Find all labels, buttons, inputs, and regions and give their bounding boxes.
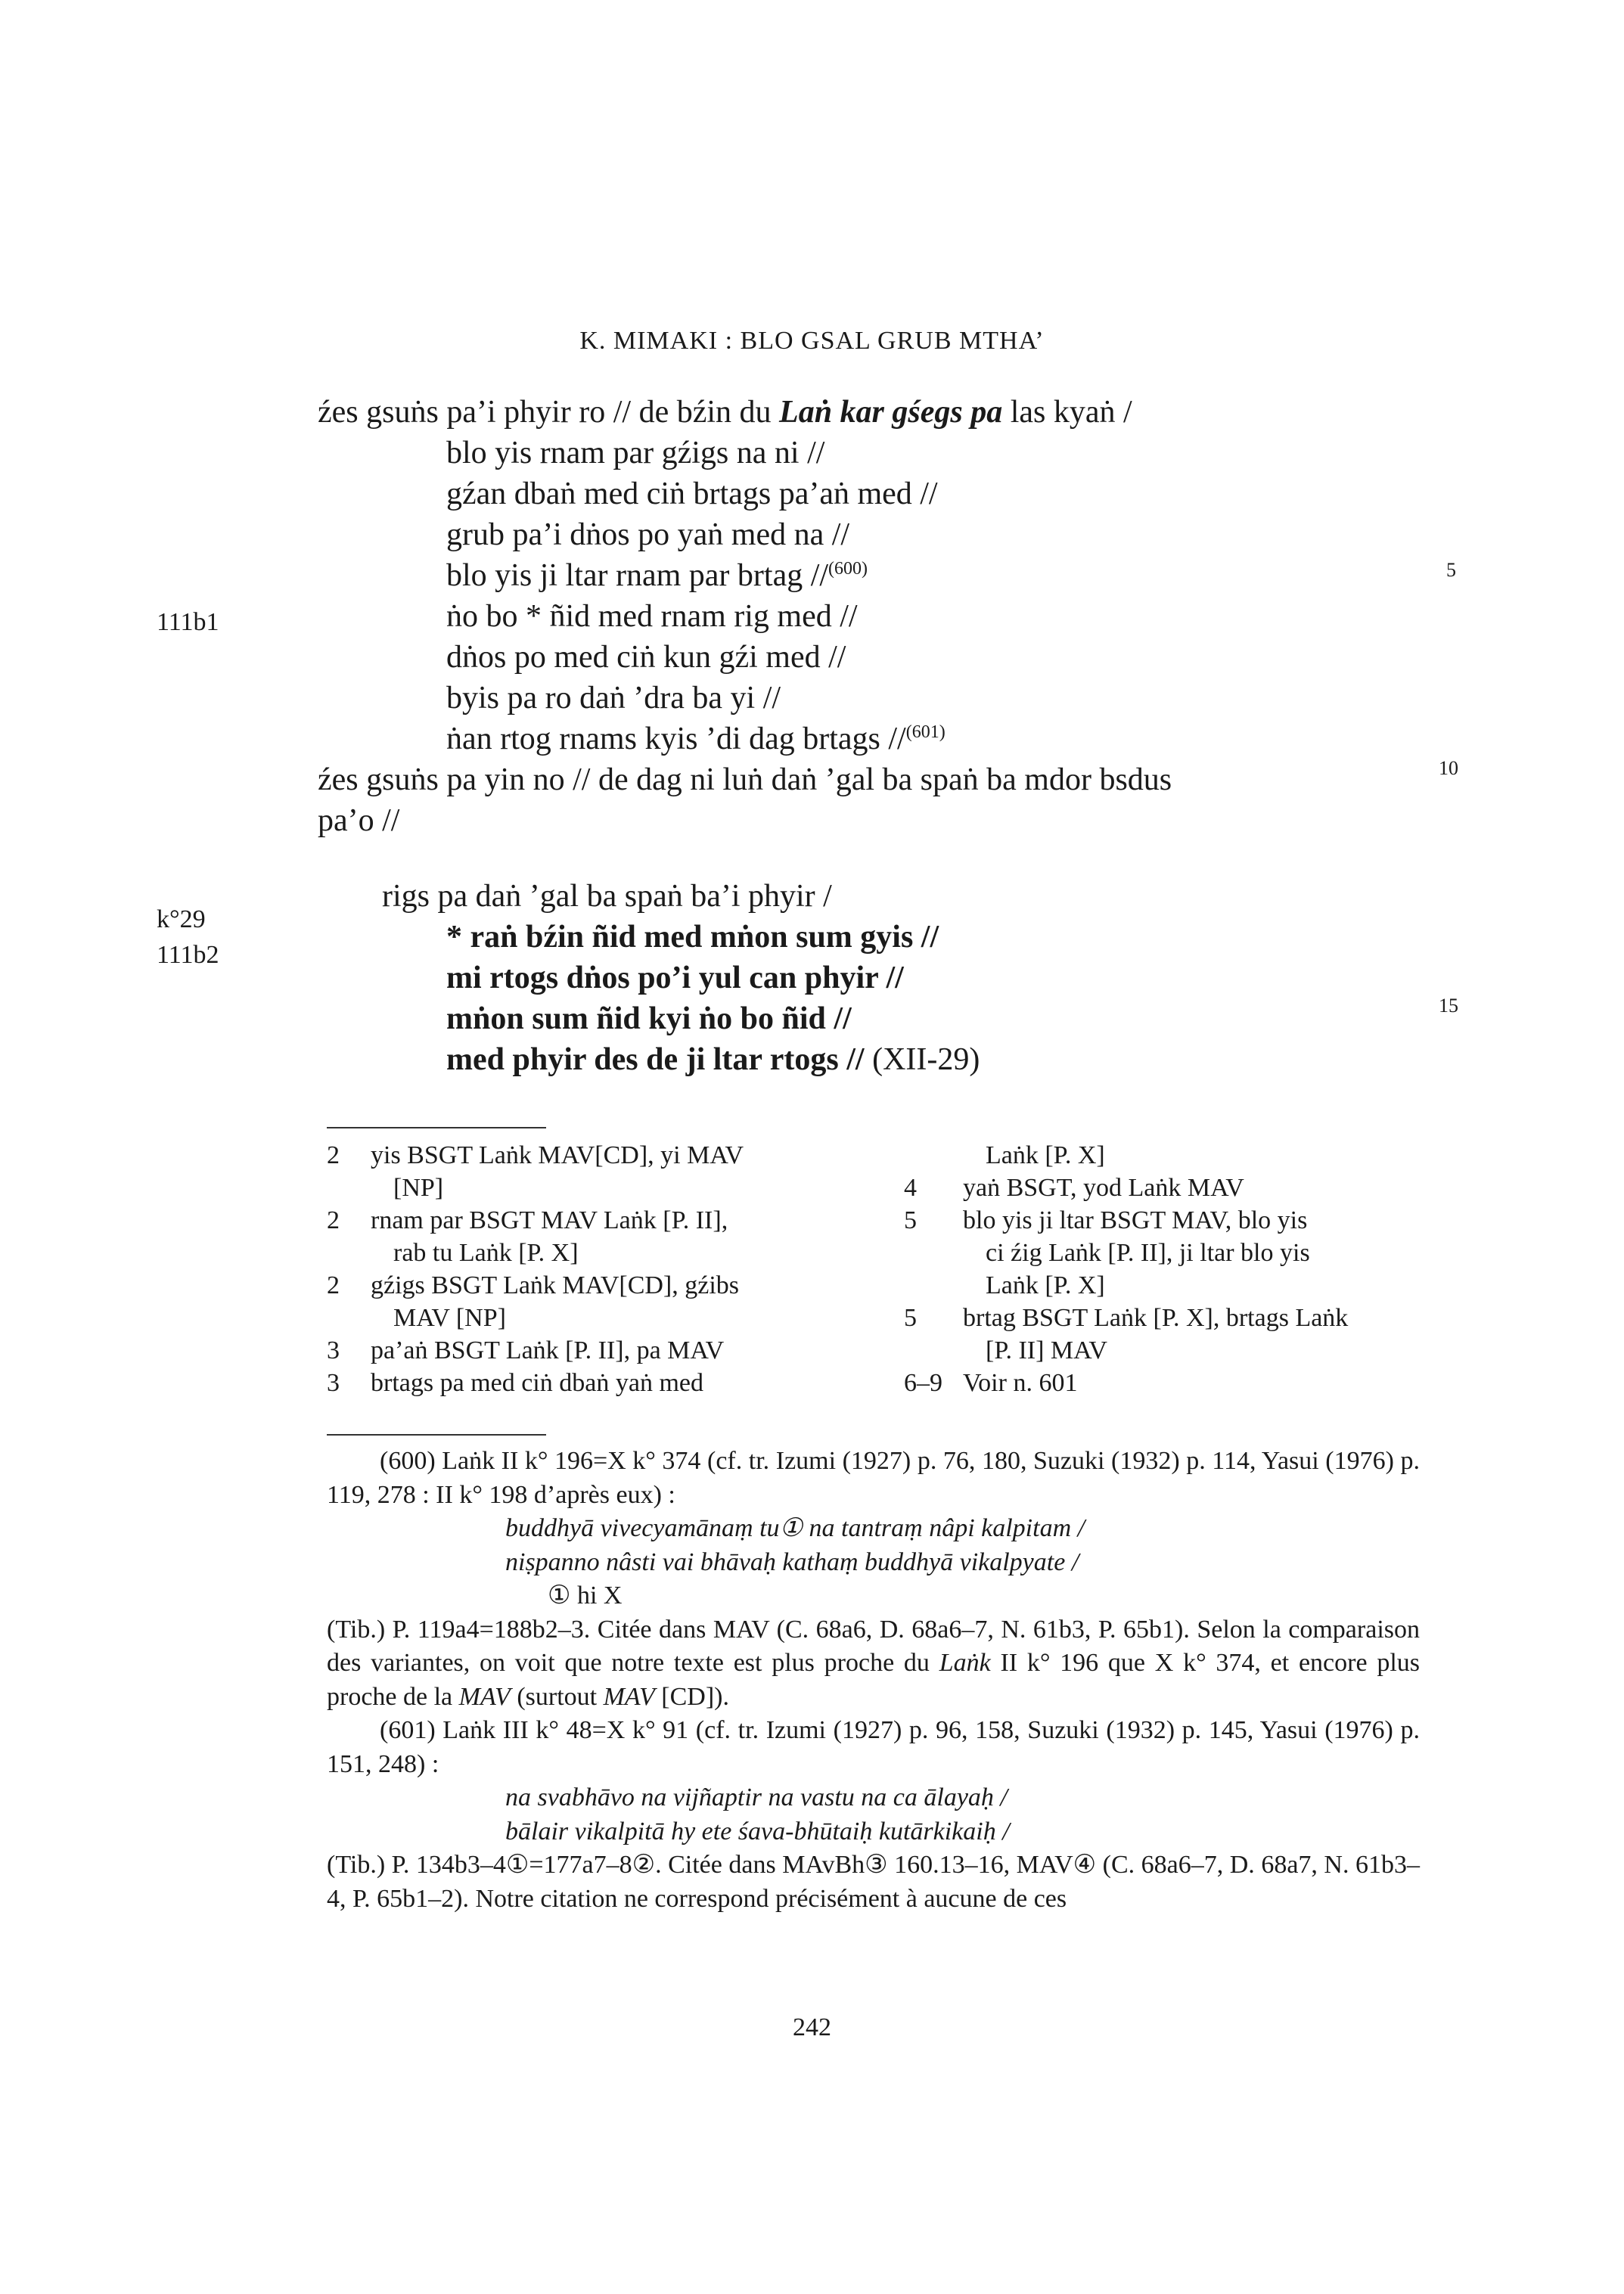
variant-entry: 5 brtag BSGT Laṅk [P. X], brtags Laṅk [P. II] MAV	[904, 1304, 1349, 1364]
apparatus-rule	[327, 1127, 546, 1128]
variant-entry: 6–9 Voir n. 601	[904, 1369, 1078, 1397]
footnote-601: (601) Laṅk III k° 48=X k° 91 (cf. tr. Izumi (1927) p. 96, 158, Suzuki (1932) p. 145, Yasui (1976) p. 151, 248) :	[327, 1716, 1420, 1778]
text-line-11: pa’o //	[318, 803, 400, 838]
variant-entry: 2 rnam par BSGT MAV Laṅk [P. II], rab tu Laṅk [P. X]	[327, 1206, 728, 1267]
sanskrit-citation-line: bālair vikalpitā hy ete śava-bhūtaiḥ kutārkikaiḥ /	[505, 1817, 1010, 1845]
footnote-600-tibetan: (Tib.) P. 119a4=188b2–3. Citée dans MAV (C. 68a6, D. 68a6–7, N. 61b3, P. 65b1). Selon la comparaison des variantes, on voit que notre texte est plus proche du Laṅk II k° 196 que X k° 374, et encore plus proche de la MAV (surtout MAV [CD]).	[327, 1615, 1420, 1711]
text-line-7: dṅos po med ciṅ kun gźi med //	[446, 640, 846, 675]
running-header: K. MIMAKI : BLO GSAL GRUB MTHA’	[579, 327, 1045, 355]
footnote-600: (600) Laṅk II k° 196=X k° 374 (cf. tr. Izumi (1927) p. 76, 180, Suzuki (1932) p. 114, Yasui (1976) p. 119, 278 : II k° 198 d’après eux) :	[327, 1447, 1420, 1509]
variant-entry: 3 pa’aṅ BSGT Laṅk [P. II], pa MAV	[327, 1336, 725, 1364]
footnote-ref-600: (600)	[828, 559, 868, 579]
verse-line-4: med phyir des de ji ltar rtogs // (XII-29)	[446, 1042, 980, 1077]
text-line-9: ṅan rtog rnams kyis ’di dag brtags //$^{(601)}$	[446, 722, 946, 756]
text-line-8: byis pa ro daṅ ’dra ba yi //	[446, 681, 781, 716]
variant-entry: 4 yaṅ BSGT, yod Laṅk MAV	[904, 1174, 1244, 1202]
variant-entry: 2 yis BSGT Laṅk MAV[CD], yi MAV [NP]	[327, 1141, 744, 1202]
citation-variant-note: ① hi X	[548, 1582, 623, 1610]
verse-line-3: mṅon sum ñid kyi ṅo bo ñid //	[446, 1001, 852, 1036]
footnote-ref-601: (601)	[905, 722, 946, 742]
text-line-6: ṅo bo * ñid med rnam rig med //	[446, 599, 858, 634]
sanskrit-citation-line: niṣpanno nâsti vai bhāvaḥ kathaṃ buddhyā vikalpyate /	[505, 1547, 1079, 1576]
text-line-1: źes gsuṅs pa’i phyir ro // de bźin du Laṅ kar gśegs pa las kyaṅ /	[318, 395, 1132, 430]
margin-folio-111b1: 111b1	[157, 608, 219, 636]
line-number-5: 5	[1446, 559, 1456, 581]
sanskrit-citation-line: buddhyā vivecyamānaṃ tu① na tantraṃ nâpi kalpitam /	[505, 1514, 1085, 1542]
margin-folio-111b2: 111b2	[157, 941, 219, 969]
footnotes	[327, 1445, 1420, 1916]
page-number: 242	[793, 2013, 831, 2041]
verse-line-1: * raṅ bźin ñid med mṅon sum gyis //	[446, 920, 939, 955]
text-line-4: grub pa’i dṅos po yaṅ med na //	[446, 517, 850, 552]
verse-line-2: mi rtogs dṅos po’i yul can phyir //	[446, 961, 904, 995]
line-number-10: 10	[1439, 757, 1458, 779]
footnote-601-tibetan: (Tib.) P. 134b3–4①=177a7–8②. Citée dans MAvBh③ 160.13–16, MAV④ (C. 68a6–7, D. 68a7, N. 61b3–4, P. 65b1–2). Notre citation ne correspond précisément à aucune de ces	[327, 1851, 1420, 1913]
variants-left-column	[327, 1139, 841, 1399]
variant-entry: 5 blo yis ji ltar BSGT MAV, blo yis ci źig Laṅk [P. II], ji ltar blo yis Laṅk [P. X]	[904, 1206, 1310, 1299]
variant-entry: 3 brtags pa med ciṅ dbaṅ yaṅ med	[327, 1369, 703, 1397]
footnote-rule	[327, 1434, 546, 1436]
text-line-12: rigs pa daṅ ’gal ba spaṅ ba’i phyir /	[382, 879, 832, 914]
text-line-3: gźan dbaṅ med ciṅ brtags pa’aṅ med //	[446, 476, 938, 511]
variants-right-column	[904, 1139, 1433, 1399]
variant-entry: 2 gźigs BSGT Laṅk MAV[CD], gźibs MAV [NP]	[327, 1271, 740, 1332]
text-line-5: blo yis ji ltar rnam par brtag //$^{(600)}$	[446, 558, 868, 593]
text-line-2: blo yis rnam par gźigs na ni //	[446, 436, 825, 470]
verse-reference: (XII-29)	[872, 1042, 980, 1077]
margin-verse-k29: k°29	[157, 905, 206, 933]
title-lankavatara: Laṅ kar gśegs pa	[779, 395, 1003, 430]
text-line-10: źes gsuṅs pa yin no // de dag ni luṅ daṅ ’gal ba spaṅ ba mdor bsdus	[318, 762, 1172, 797]
line-number-15: 15	[1439, 995, 1458, 1017]
variant-entry: Laṅk [P. X]	[986, 1141, 1105, 1169]
sanskrit-citation-line: na svabhāvo na vijñaptir na vastu na ca ālayaḥ /	[505, 1783, 1008, 1811]
